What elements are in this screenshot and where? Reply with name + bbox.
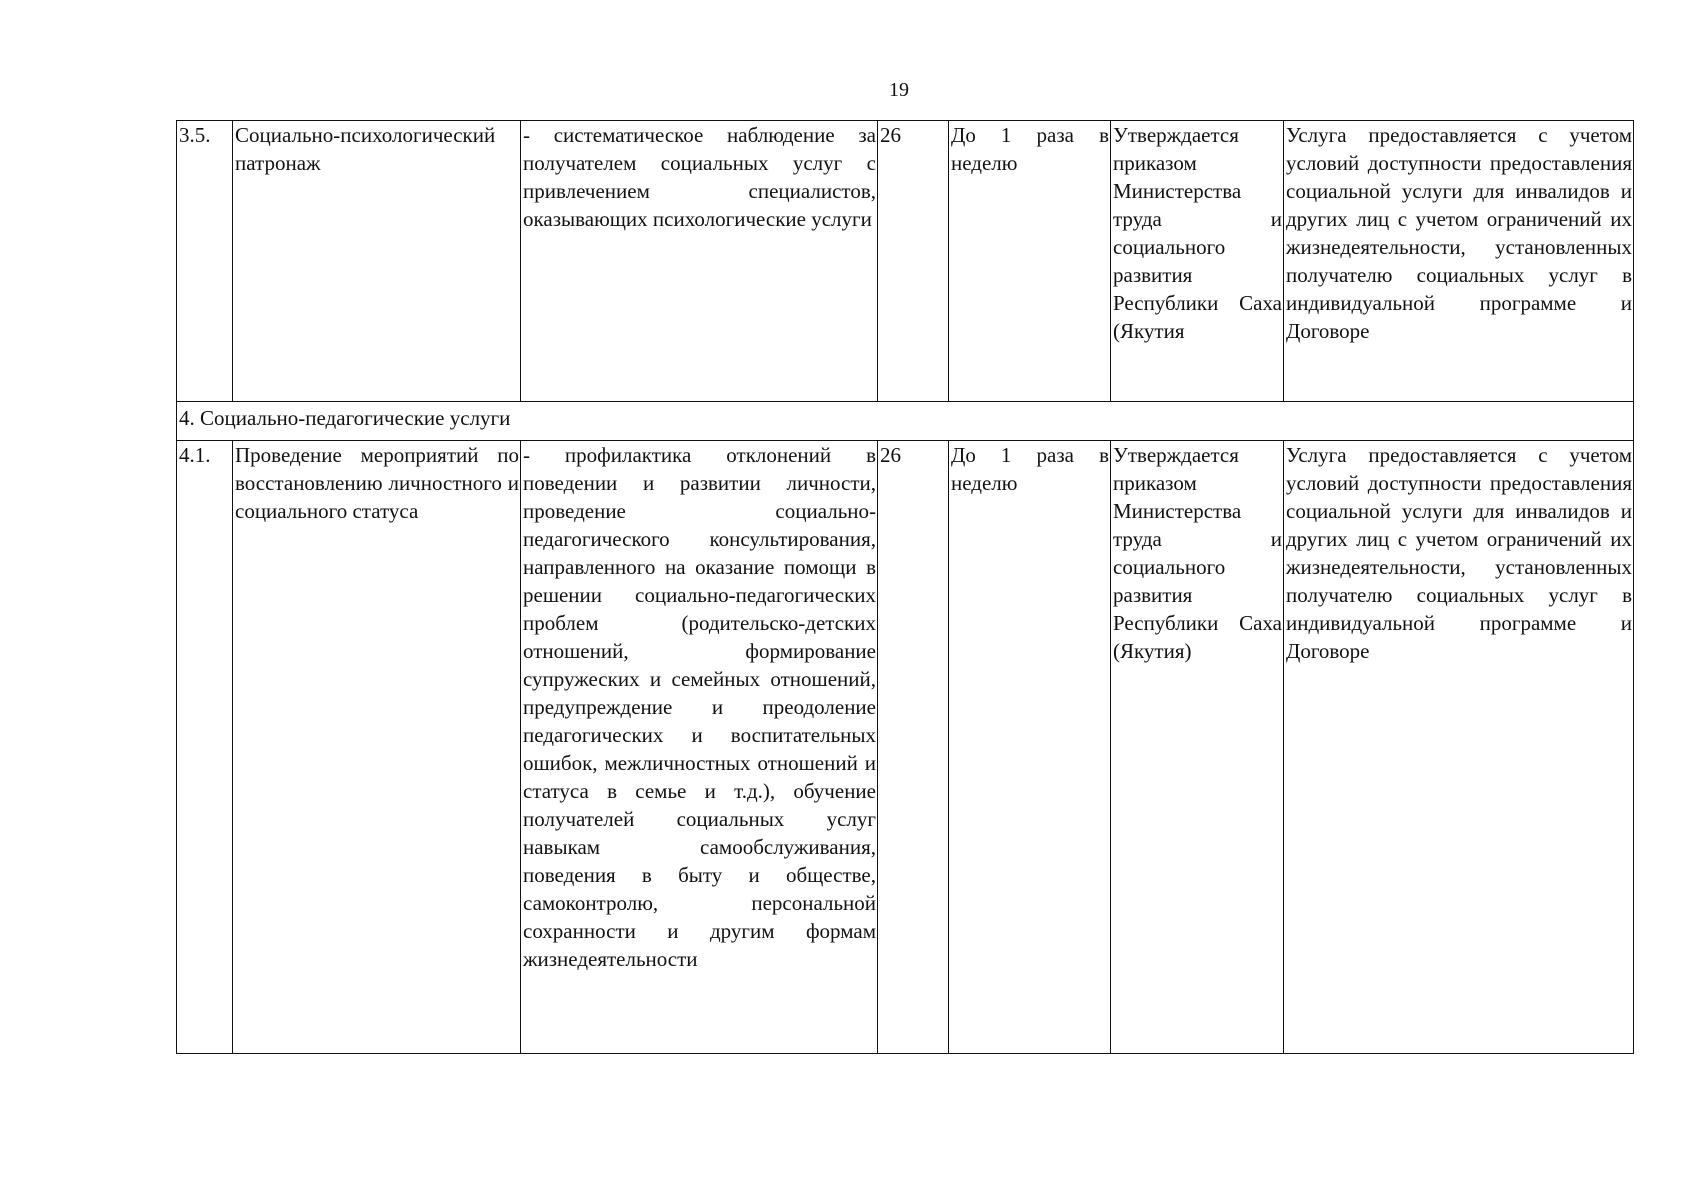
service-time: 26 [878, 441, 949, 1054]
service-name: Проведение мероприятий по восстановлению личностного и социального статуса [233, 441, 521, 1054]
service-tariff: Утверждается приказом Министерства труда и социального развития Республики Саха (Якутия) [1111, 441, 1284, 1054]
row-number: 3.5. [177, 121, 233, 402]
service-periodicity: До 1 раза в неделю [949, 441, 1111, 1054]
table-row [177, 121, 1634, 402]
service-conditions: Услуга предоставляется с учетом условий доступности предоставления социальной услуги для инвалидов и других лиц с учетом ограничений их жизнедеятельности, установленных получателю социальных услуг в индивидуальной программе и Договоре [1284, 121, 1634, 402]
service-name: Социально-психологический патронаж [233, 121, 521, 402]
service-description: - профилактика отклонений в поведении и развитии личности, проведение социально-педагогического консультирования, направленного на оказание помощи в решении социально-педагогических проблем (родительско-детских отношений, формирование супружеских и семейных отношений, предупреждение и преодоление педагогических и воспитательных ошибок, межличностных отношений и статуса в семье и т.д.), обучение получателей социальных услуг навыкам самообслуживания, поведения в быту и обществе, самоконтролю, персональной сохранности и другим формам жизнедеятельности [521, 441, 878, 1054]
services-table [176, 120, 1634, 1054]
section-row [177, 402, 1634, 441]
service-tariff: Утверждается приказом Министерства труда и социального развития Республики Саха (Якутия [1111, 121, 1284, 402]
page-number: 19 [889, 79, 909, 101]
service-periodicity: До 1 раза в неделю [949, 121, 1111, 402]
table-row [177, 441, 1634, 1054]
service-conditions: Услуга предоставляется с учетом условий доступности предоставления социальной услуги для инвалидов и других лиц с учетом ограничений их жизнедеятельности, установленных получателю социальных услуг в индивидуальной программе и Договоре [1284, 441, 1634, 1054]
section-title: 4. Социально-педагогические услуги [177, 402, 1634, 441]
row-number: 4.1. [177, 441, 233, 1054]
service-description: - систематическое наблюдение за получателем социальных услуг с привлечением специалистов, оказывающих психологические услуги [521, 121, 878, 402]
service-time: 26 [878, 121, 949, 402]
